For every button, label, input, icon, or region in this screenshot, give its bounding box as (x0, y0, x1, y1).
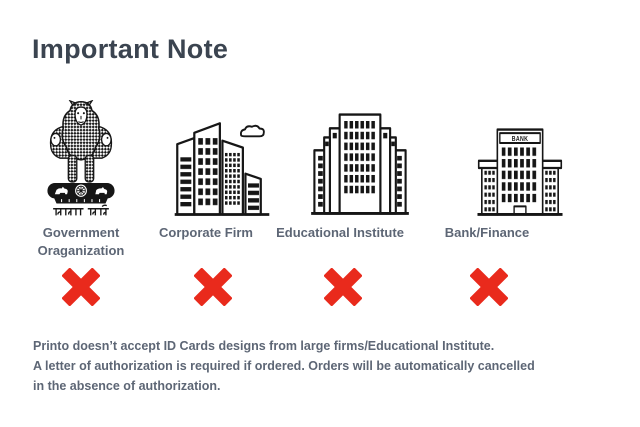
item-label-educational: Educational Institute (276, 225, 404, 240)
item-corporate-firm (141, 100, 271, 306)
icon-box (262, 100, 418, 218)
note-line: in the absence of authorization. (33, 379, 221, 393)
item-label-bank: Bank/Finance (444, 225, 530, 240)
item-label-government: Government Oraganization (37, 225, 125, 258)
ashoka-emblem-icon (43, 100, 119, 218)
cloud-icon (241, 126, 264, 137)
bank-icon (475, 126, 565, 218)
icon-box (409, 100, 565, 218)
emblem-motto-glyphs (53, 205, 109, 215)
restricted-entities-row (0, 100, 640, 315)
item-government-organization (16, 100, 146, 306)
corporate-firm-icon (173, 112, 271, 218)
icon-box (16, 100, 146, 218)
item-bank-finance (409, 100, 565, 306)
educational-institute-icon (303, 110, 417, 218)
disclaimer-note (33, 336, 633, 396)
bank-sign-text: BANK (511, 135, 529, 144)
not-allowed-cross-icon (62, 268, 100, 306)
item-educational-institute (262, 100, 418, 306)
dharma-chakra-icon (77, 186, 86, 195)
not-allowed-cross-icon (324, 268, 362, 306)
not-allowed-cross-icon (194, 268, 232, 306)
note-line: Printo doesn’t accept ID Cards designs from large firms/Educational Institute. (33, 339, 495, 353)
not-allowed-cross-icon (470, 268, 508, 306)
note-line: A letter of authorization is required if ordered. Orders will be automatically cancelled (33, 359, 535, 373)
item-label-corporate: Corporate Firm (159, 225, 253, 240)
icon-box (141, 100, 271, 218)
page-title: Important Note (32, 34, 229, 64)
